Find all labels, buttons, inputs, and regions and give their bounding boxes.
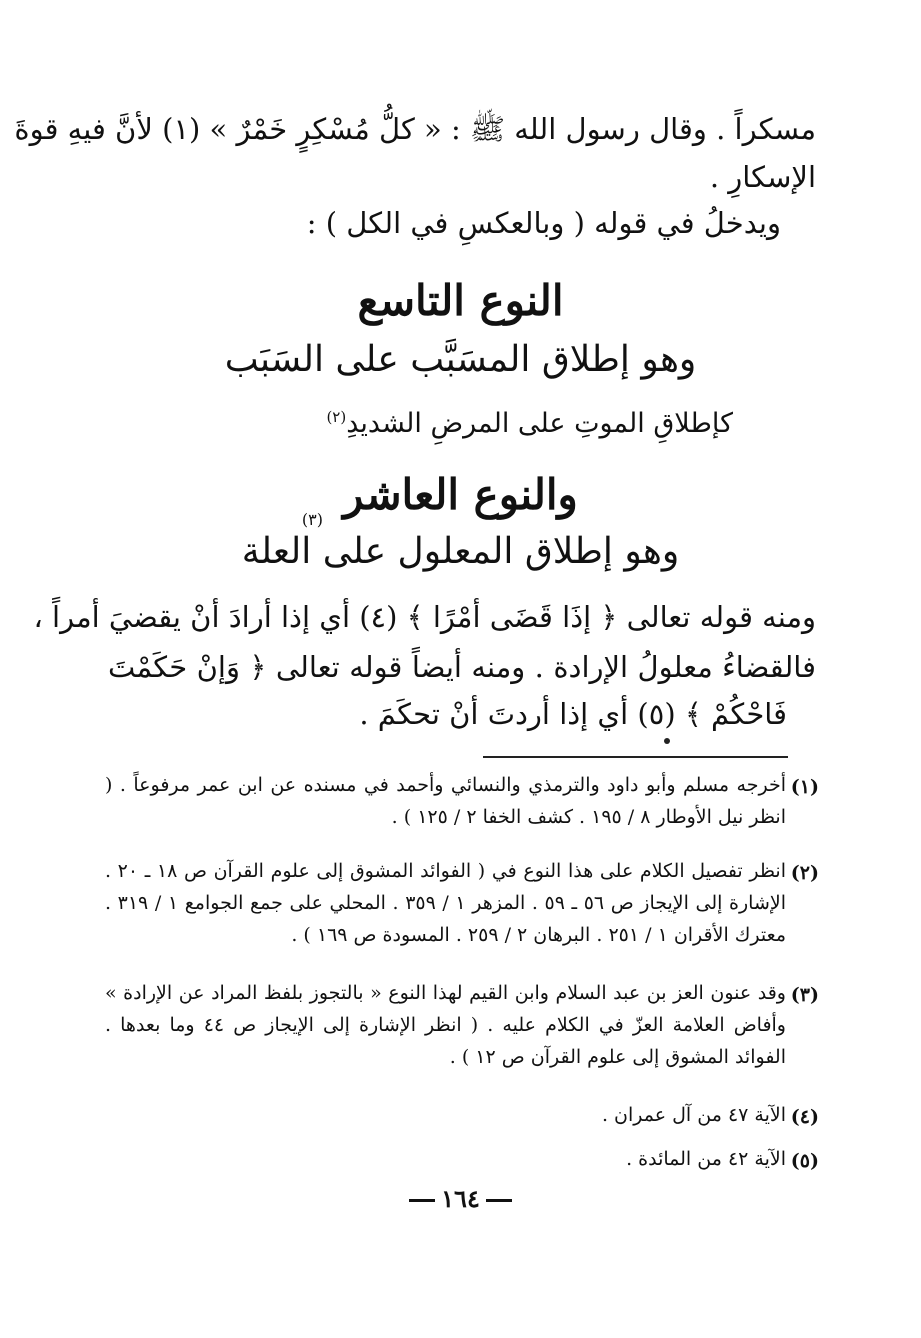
section10-para-line-2: فالقضاءُ معلولُ الإرادة . ومنه أيضاً قوله تعالى ﴿ وَإنْ حَكَمْتَ: [108, 650, 816, 684]
section10-para-line-3: فَاحْكُمْ ﴾ (٥) أي إذا أردتَ أنْ تحكَمَ .: [359, 697, 787, 731]
footnote-1-number: (١): [790, 776, 819, 798]
body-line-2: الإسكارِ .: [709, 160, 816, 194]
footnote-2-text: انظر تفصيل الكلام على هذا النوع في ( الفوائد المشوق إلى علوم القرآن ص ١٨ ـ ٢٠ . الإشارة إلى الإيجاز ص ٥٦ ـ ٥٩ . المزهر ١ / ٣٥٩ . المحلي على جمع الجوامع ١ / ٣١٩ . معترك الأقران ١ / ٢٥١ . البرهان ٢ / ٢٥٩ . المسودة ص ١٦٩ ) .: [105, 860, 786, 946]
footnote-1-text: أخرجه مسلم وأبو داود والترمذي والنسائي وأحمد في مسنده عن ابن عمر مرفوعاً . ( انظر نيل الأوطار ٨ / ١٩٥ . كشف الخفا ٢ / ١٢٥ ) .: [105, 774, 786, 828]
section9-example-text: كإطلاقِ الموتِ على المرضِ الشديدِ: [346, 408, 733, 439]
page-number-value: ١٦٤: [441, 1184, 480, 1213]
page-number-dash-left: [409, 1199, 435, 1202]
page-number: [0, 1184, 921, 1213]
footnote-4-number: (٤): [790, 1106, 819, 1128]
body-line-3: ويدخلُ في قوله ( وبالعكسِ في الكل ) :: [306, 206, 781, 240]
section9-subtitle: وهو إطلاق المسَبَّب على السَبَب: [224, 339, 697, 380]
body-line-1: مسكراً . وقال رسول الله ﷺ : « كلُّ مُسْكِرٍ خَمْرٌ » (١) لأنَّ فيهِ قوةَ: [14, 112, 816, 146]
section10-subtitle: وهو إطلاق المعلول على العلة: [241, 531, 680, 572]
ink-dot: [664, 738, 670, 744]
footnote-5-text: الآية ٤٢ من المائدة .: [626, 1148, 786, 1170]
footnote-3-text: وقد عنون العز بن عبد السلام وابن القيم لهذا النوع « بالتجوز بلفظ المراد عن الإرادة » وأفاض العلامة العزّ في الكلام عليه . ( انظر الإشارة إلى الإيجاز ص ٤٤ وما بعدها . الفوائد المشوق إلى علوم القرآن ص ١٢ ) .: [105, 982, 786, 1068]
section9-example: [326, 408, 733, 440]
section10-para-line-1: ومنه قوله تعالى ﴿ إذَا قَضَى أمْرًا ﴾ (٤) أي إذا أرادَ أنْ يقضيَ أمراً ،: [33, 600, 816, 634]
footnote-2-number: (٢): [790, 862, 819, 884]
footnote-ref-3: (٣): [301, 510, 323, 529]
footnote-5-number: (٥): [790, 1150, 819, 1172]
page-number-dash-right: [486, 1199, 512, 1202]
footnote-divider: [483, 756, 788, 758]
footnote-ref-2: (٢): [326, 408, 347, 426]
section9-title: النوع التاسع: [357, 276, 564, 325]
section10-title: والنوع العاشر: [343, 470, 578, 519]
footnote-3-number: (٣): [790, 984, 819, 1006]
footnote-4-text: الآية ٤٧ من آل عمران .: [601, 1104, 786, 1126]
